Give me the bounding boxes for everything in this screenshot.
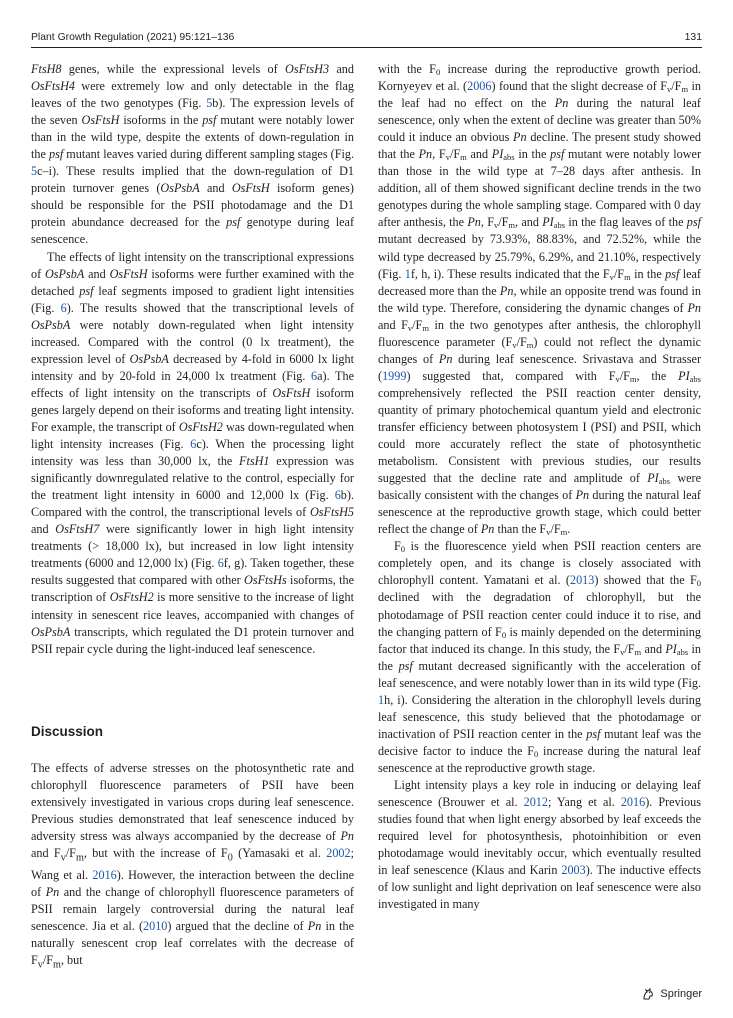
figure-link[interactable]: 6 [217,556,224,571]
discussion-left-column [31,760,354,973]
paragraph: FtsH8 genes, while the expressional levels of OsFtsH3 and OsFtsH4 were extremely low and only detectable in the flag leaves of the two genotypes (Fig. 5b). The expression levels of the seven OsFtsH isoforms in the psf mutant were notably lower than in the wild type, despite the extents of down-regulation in the psf mutant leaves varied during different sampling stages (Fig. 5c–i). These results implied that the down-regulation of D1 protein turnover genes (OsPsbA and OsFtsH isoform genes) should be responsible for the PSII photodamage and the D1 protein abundance decreased for the psf genotype during leaf senescence. [31,62,355,247]
figure-link[interactable]: 5 [206,96,213,111]
paragraph: The effects of adverse stresses on the photosynthetic rate and chlorophyll fluorescence parameters of PSII have been extensively investigated in various crops during leaf senescence. Previous studies demonstrated that leaf senescence induced by adversity stress was always accompanied by the decrease of Pn and $F_v/F_m$, but with the increase of $F_0$ (Yamasaki et al. 2002; Wang et al. 2016). However, the interaction between the decline of Pn and the change of chlorophyll fluorescence parameters of PSII remain largely controversial during the natural leaf senescence. Jia et al. (2010) argued that the decline of Pn in the naturally senescent crop leaf correlates with the decrease of $F_v/F_m$, but [31,761,355,971]
publisher-logo [641,987,702,1001]
publisher-name: Springer [660,988,702,1000]
header-rule [31,47,702,48]
reference-link[interactable]: 2003 [561,863,586,878]
reference-link[interactable]: 2016 [92,867,117,882]
figure-link[interactable]: 6 [60,300,67,315]
reference-link[interactable]: 2013 [569,573,595,588]
paragraph: Light intensity plays a key role in inducing or delaying leaf senescence (Brouwer et al. 2012; Yang et al. 2016). Previous studies found that when light energy absorbed by leaf exceeds the required level for photosynthesis, photoinhibition or even photodamage would inevitably occur, which eventually resulted in leaf senescence (Klaus and Karin 2003). The inductive effects of low sunlight and light deprivation on leaf senescence were also investigated in many [378,777,701,912]
reference-link[interactable]: 2006 [467,79,492,94]
running-head [31,25,702,43]
reference-link[interactable]: 2002 [326,846,351,861]
reference-link[interactable]: 1999 [382,368,407,383]
paragraph: $F_0$ is the fluorescence yield when PSII reaction centers are completely open, and its change is closely associated with chlorophyll content. Yamatani et al. (2013) showed that the $F_0$ declined with the degradation of chlorophyll, but the photodamage of PSII reaction center could induce it to rise, and the changing pattern of $F_0$ is mainly depended on the determining factor that induced its change. In this study, the $F_v/F_m$ and $PI_{abs}$ in the psf mutant decreased significantly with the acceleration of leaf senescence, and were notably lower than in its wild type (Fig. 1h, i). Considering the alteration in the chlorophyll levels during leaf senescence, this study believed that the photodamage or inactivation of PSII reaction center in the psf mutant leaf was the decisive factor to induce the $F_0$ increase during the natural leaf senescence at the reproductive growth stage. [378,539,701,775]
discussion-heading: Discussion [31,724,104,739]
springer-horse-icon [641,987,655,1001]
journal-citation: Plant Growth Regulation (2021) 95:121–136 [31,32,235,43]
reference-link[interactable]: 2012 [523,795,548,810]
figure-link[interactable]: 6 [311,368,318,383]
figure-link[interactable]: 6 [334,488,341,503]
figure-link[interactable]: 1 [404,266,411,281]
paragraph: The effects of light intensity on the transcriptional expressions of OsPsbA and OsFtsH isoforms were further examined with the detached psf leaf segments imposed to gradient light intensities (Fig. 6). The results showed that the transcriptional levels of OsPsbA were notably down-regulated when light intensity increased. Compared with the control (0 lx treatment), the expression level of OsPsbA decreased by 4-fold in 6000 lx light intensity and by 20-fold in 24,000 lx treatment (Fig. 6a). The effects of light intensity on the transcripts of OsFtsH isoform genes largely depend on their isoforms and treating light intensity. For example, the transcript of OsFtsH2 was down-regulated when light intensity increases (Fig. 6c). When the processing light intensity was less than 30,000 lx, the FtsH1 expression was significantly downregulated relative to the control, especially for the treatment light intensity in 6000 and 12,000 lx (Fig. 6b). Compared with the control, the transcriptional levels of OsFtsH5 and OsFtsH7 were significantly lower in high light intensity treatments (> 18,000 lx), but increased in low light intensity treatments (6000 and 12,000 lx) (Fig. 6f, g). Taken together, these results suggested that compared with other OsFtsHs isoforms, the transcription of OsFtsH2 is more sensitive to the increase of light intensity in senescent rice leaves, accompanied with changes of OsPsbA transcripts, which regulated the D1 protein turnover and PSII repair cycle during the light-induced leaf senescence. [31,249,354,656]
reference-link[interactable]: 2016 [620,795,646,810]
right-column [378,61,701,913]
figure-link[interactable]: 1 [378,692,385,707]
paragraph: with the $F_0$ increase during the reproductive growth period. Kornyeyev et al. (2006) found that the slight decrease of $F_v/F_m$ in the leaf had no effect on the Pn during the natural leaf senescence, only when the extent of decline was greater than 50% could it induce an obvious Pn decline. The present study showed that the Pn, $F_v/F_m$ and $PI_{abs}$ in the psf mutant were notably lower than those in the wild type at 7–28 days after anthesis. In addition, all of them showed significant decline trends in the two genotypes during the whole sampling stage. Compared with 0 day after anthesis, the Pn, $F_v/F_m$, and $PI_{abs}$ in the flag leaves of the psf mutant decreased by 73.93%, 88.83%, and 72.52%, while the wild type decreased by 25.79%, 6.29%, and 21.10%, respectively (Fig. 1f, h, i). These results indicated that the $F_v/F_m$ in the psf leaf decreased more than the Pn, while an opposite trend was found in the wild type. Therefore, considering the dynamic changes of Pn and $F_v/F_m$ in the two genotypes after anthesis, the chlorophyll fluorescence parameter $(F_v/F_m)$ could not reflect the dynamic changes of Pn during leaf senescence. Srivastava and Strasser (1999) suggested that, compared with $F_v/F_m$, the $PI_{abs}$ comprehensively reflected the PSII reaction center density, quantity of primary photochemical quantum yield and electronic transfer efficiency between photosystem I (PSI) and PSII, which could more accurately reflect the state of photosynthetic metabolism. Consistent with previous studies, our results suggested that the decline rate and amplitude of $PI_{abs}$ were basically consistent with the changes of Pn during the natural leaf senescence at the reproductive growth stage, which could better reflect the change of Pn than the $F_v/F_m$. [378,62,702,538]
reference-link[interactable]: 2010 [143,918,168,933]
figure-link[interactable]: 6 [190,437,197,452]
left-column [31,61,354,658]
figure-link[interactable]: 5 [31,164,38,179]
page-number: 131 [684,32,702,43]
